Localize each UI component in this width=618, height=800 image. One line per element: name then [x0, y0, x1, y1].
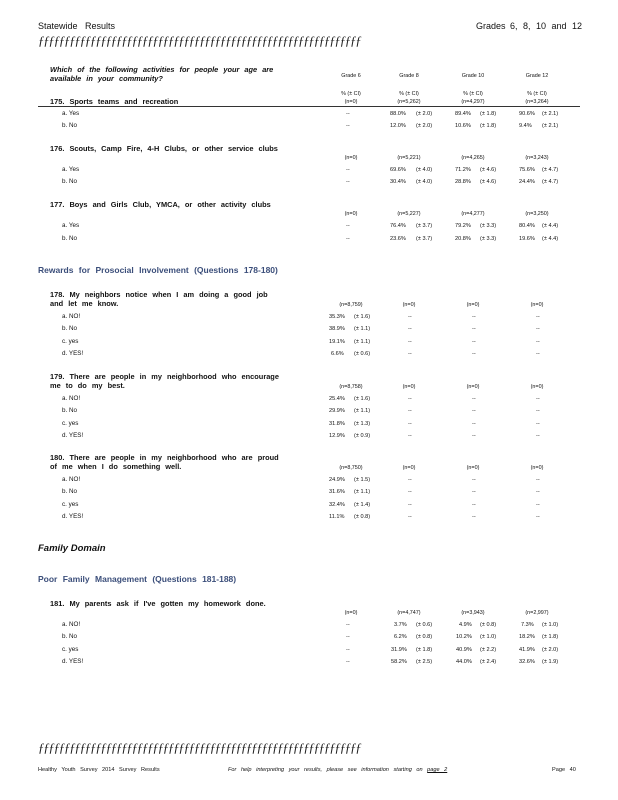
q179-row-c-label: c. yes	[62, 420, 79, 427]
q181-row-d-g12-ci: (± 1.9)	[542, 659, 559, 665]
pct-ci-label-12: % (± CI)	[527, 91, 547, 97]
q181-row-a-g10-ci: (± 0.8)	[480, 622, 497, 628]
q178-row-d-g6-ci: (± 0.6)	[354, 351, 371, 357]
footer-help-prefix: For help interpreting your results, please see information starting on	[228, 767, 423, 773]
q175-row-a-g8-ci: (± 2.0)	[416, 111, 433, 117]
q181-row-d-g8-pct: 58.2%	[391, 659, 407, 665]
pct-ci-label-6: % (± CI)	[341, 91, 361, 97]
q175-row-b-g12-pct: 9.4%	[519, 123, 532, 129]
q178-row-a-g12: --	[536, 314, 540, 320]
q180-row-c-g6-ci: (± 1.4)	[354, 502, 371, 508]
q180-row-a-g12: --	[536, 477, 540, 483]
q178-n-12: (n=0)	[530, 302, 544, 308]
grade-header-12: Grade 12	[525, 73, 549, 79]
q178-row-a-g10: --	[472, 314, 476, 320]
footer-help-text	[228, 767, 447, 773]
q181-n-10: (n=3,943)	[461, 610, 485, 616]
q181-row-a-g12-pct: 7.3%	[521, 622, 534, 628]
q180-title: 180. There are people in my neighborhood who are proud of me when I do something well.	[50, 453, 279, 471]
q181-n-12: (n=2,997)	[525, 610, 549, 616]
q181-row-a-g12-ci: (± 1.0)	[542, 622, 559, 628]
q179-n-12: (n=0)	[530, 384, 544, 390]
q179-row-c-g12: --	[536, 421, 540, 427]
q176-n-10: (n=4,265)	[461, 155, 485, 161]
section-family-management-title: Poor Family Management (Questions 181-188)	[38, 574, 237, 584]
q180-row-d-g8: --	[408, 514, 412, 520]
q175-n-12: (n=3,264)	[525, 99, 549, 105]
intro-question: Which of the following activities for people your age are available in your community?	[50, 65, 274, 83]
q179-row-c-g8: --	[408, 421, 412, 427]
q181-row-b-g12-pct: 18.2%	[519, 634, 535, 640]
q181-row-a-g8-ci: (± 0.6)	[416, 622, 433, 628]
q176-row-b-g12-pct: 24.4%	[519, 179, 535, 185]
q180-row-b-g6-pct: 31.6%	[329, 489, 345, 495]
q176-row-a-g8-ci: (± 4.0)	[416, 167, 433, 173]
q181-n-6: (n=0)	[344, 610, 358, 616]
q176-n-6: (n=0)	[344, 155, 358, 161]
q176-n-8: (n=5,221)	[397, 155, 421, 161]
q180-row-b-g8: --	[408, 489, 412, 495]
q179-row-d-g12: --	[536, 433, 540, 439]
q177-title: 177. Boys and Girls Club, YMCA, or other activity clubs	[50, 200, 271, 209]
q178-row-c-g6-ci: (± 1.1)	[354, 339, 371, 345]
q178-row-d-g10: --	[472, 351, 476, 357]
q177-row-a-g10-ci: (± 3.3)	[480, 223, 497, 229]
q176-row-b-g12-ci: (± 4.7)	[542, 179, 559, 185]
q178-n-8: (n=0)	[402, 302, 416, 308]
q179-row-b-label: b. No	[62, 407, 78, 414]
footer-survey-name: Healthy Youth Survey 2014 Survey Results	[38, 767, 160, 773]
q181-row-c-g6: --	[346, 647, 350, 653]
q175-n-6: (n=0)	[344, 99, 358, 105]
q178-row-a-g8: --	[408, 314, 412, 320]
q180-row-b-label: b. No	[62, 488, 78, 495]
footer-page-link[interactable]: page 2	[427, 767, 448, 773]
q180-row-c-label: c. yes	[62, 501, 79, 508]
q178-row-c-g10: --	[472, 339, 476, 345]
q179-row-d-g8: --	[408, 433, 412, 439]
q181-row-c-g8-ci: (± 1.8)	[416, 647, 433, 653]
q175-row-a-g10-ci: (± 1.8)	[480, 111, 497, 117]
q179-row-a-g6-ci: (± 1.6)	[354, 396, 371, 402]
q179-row-a-g12: --	[536, 396, 540, 402]
q175-n-8: (n=5,262)	[397, 99, 421, 105]
q181-row-c-g10-ci: (± 2.2)	[480, 647, 497, 653]
q177-n-6: (n=0)	[344, 211, 358, 217]
q181-row-a-label: a. NO!	[62, 621, 81, 628]
q181-row-a-g10-pct: 4.9%	[459, 622, 472, 628]
q178-row-b-g6-pct: 38.9%	[329, 326, 345, 332]
q177-row-b-g6: --	[346, 236, 350, 242]
q180-row-a-g6-pct: 24.9%	[329, 477, 345, 483]
q177-row-a-g8-pct: 76.4%	[390, 223, 406, 229]
q181-row-d-label: d. YES!	[62, 658, 84, 665]
q175-row-b-g6: --	[346, 123, 350, 129]
q179-row-b-g8: --	[408, 408, 412, 414]
q180-row-c-g8: --	[408, 502, 412, 508]
q178-row-c-g8: --	[408, 339, 412, 345]
q180-row-b-g12: --	[536, 489, 540, 495]
q177-row-a-g12-ci: (± 4.4)	[542, 223, 559, 229]
q178-row-d-g8: --	[408, 351, 412, 357]
q177-row-b-g12-ci: (± 4.4)	[542, 236, 559, 242]
q181-row-d-g10-pct: 44.0%	[456, 659, 472, 665]
q177-n-12: (n=3,250)	[525, 211, 549, 217]
q180-n-10: (n=0)	[466, 465, 480, 471]
q181-row-c-g12-pct: 41.9%	[519, 647, 535, 653]
q178-row-b-g12: --	[536, 326, 540, 332]
q179-row-a-g6-pct: 25.4%	[329, 396, 345, 402]
q181-row-a-g6: --	[346, 622, 350, 628]
q175-row-a-g10-pct: 89.4%	[455, 111, 471, 117]
q178-row-d-g6-pct: 6.6%	[331, 351, 344, 357]
grade-header-10: Grade 10	[461, 73, 485, 79]
q180-n-6: (n=8,750)	[339, 465, 363, 471]
q180-row-a-label: a. NO!	[62, 476, 81, 483]
family-domain-heading: Family Domain	[38, 543, 106, 554]
q181-row-c-g12-ci: (± 2.0)	[542, 647, 559, 653]
q180-row-d-g10: --	[472, 514, 476, 520]
footer-page-number: Page 40	[552, 767, 576, 773]
q178-row-b-g6-ci: (± 1.1)	[354, 326, 371, 332]
q178-n-10: (n=0)	[466, 302, 480, 308]
q176-row-a-g12-pct: 75.6%	[519, 167, 535, 173]
q176-row-b-g6: --	[346, 179, 350, 185]
q178-row-c-g12: --	[536, 339, 540, 345]
q181-row-b-label: b. No	[62, 633, 78, 640]
header-grades: Grades	[476, 21, 506, 31]
q178-row-a-g6-ci: (± 1.6)	[354, 314, 371, 320]
q181-row-b-g10-pct: 10.2%	[456, 634, 472, 640]
q175-row-b-g8-pct: 12.0%	[390, 123, 406, 129]
pct-ci-label-10: % (± CI)	[463, 91, 483, 97]
q177-row-b-g10-ci: (± 3.3)	[480, 236, 497, 242]
q176-row-a-g10-pct: 71.2%	[455, 167, 471, 173]
q180-row-a-g8: --	[408, 477, 412, 483]
q175-title: 175. Sports teams and recreation	[50, 97, 179, 106]
q180-row-a-g6-ci: (± 1.5)	[354, 477, 371, 483]
q177-row-b-g10-pct: 20.8%	[455, 236, 471, 242]
q178-row-d-g12: --	[536, 351, 540, 357]
q177-row-a-label: a. Yes	[62, 222, 80, 229]
q181-n-8: (n=4,747)	[397, 610, 421, 616]
q175-row-b-g12-ci: (± 2.1)	[542, 123, 559, 129]
q177-n-8: (n=5,227)	[397, 211, 421, 217]
q179-row-b-g6-pct: 29.9%	[329, 408, 345, 414]
footer-rule: ƒƒƒƒƒƒƒƒƒƒƒƒƒƒƒƒƒƒƒƒƒƒƒƒƒƒƒƒƒƒƒƒƒƒƒƒƒƒƒƒƒƒƒƒƒƒƒƒƒƒƒƒƒƒƒƒƒƒƒƒƒƒ	[38, 740, 361, 755]
q181-row-b-g8-ci: (± 0.8)	[416, 634, 433, 640]
q179-row-d-g6-pct: 12.9%	[329, 433, 345, 439]
q176-row-b-g8-pct: 30.4%	[390, 179, 406, 185]
q179-row-c-g6-ci: (± 1.3)	[354, 421, 371, 427]
q179-n-10: (n=0)	[466, 384, 480, 390]
q180-row-b-g10: --	[472, 489, 476, 495]
q179-row-b-g6-ci: (± 1.1)	[354, 408, 371, 414]
q181-row-b-g10-ci: (± 1.0)	[480, 634, 497, 640]
q179-row-b-g10: --	[472, 408, 476, 414]
header-statewide: Statewide	[38, 21, 78, 31]
q180-row-a-g10: --	[472, 477, 476, 483]
q175-row-a-g6: --	[346, 111, 350, 117]
q181-row-a-g8-pct: 3.7%	[394, 622, 407, 628]
q178-row-b-g8: --	[408, 326, 412, 332]
grade-header-8: Grade 8	[399, 73, 419, 79]
q176-row-a-g10-ci: (± 4.6)	[480, 167, 497, 173]
q180-n-12: (n=0)	[530, 465, 544, 471]
q177-row-b-label: b. No	[62, 235, 78, 242]
grade-header-6: Grade 6	[341, 73, 361, 79]
q179-row-a-g8: --	[408, 396, 412, 402]
q178-row-b-g10: --	[472, 326, 476, 332]
q180-row-c-g10: --	[472, 502, 476, 508]
q176-row-b-g8-ci: (± 4.0)	[416, 179, 433, 185]
q179-n-6: (n=8,758)	[339, 384, 363, 390]
q181-title: 181. My parents ask if I've gotten my homework done.	[50, 599, 266, 608]
q176-row-b-label: b. No	[62, 178, 78, 185]
q177-row-a-g10-pct: 79.2%	[455, 223, 471, 229]
q180-row-d-g12: --	[536, 514, 540, 520]
q179-row-d-label: d. YES!	[62, 432, 84, 439]
q178-row-d-label: d. YES!	[62, 350, 84, 357]
q175-row-b-g10-pct: 10.6%	[455, 123, 471, 129]
q178-row-c-label: c. yes	[62, 338, 79, 345]
q179-n-8: (n=0)	[402, 384, 416, 390]
q176-row-b-g10-ci: (± 4.6)	[480, 179, 497, 185]
q177-row-a-g8-ci: (± 3.7)	[416, 223, 433, 229]
section-rewards-title: Rewards for Prosocial Involvement (Questions 178-180)	[38, 265, 278, 275]
q179-row-c-g6-pct: 31.8%	[329, 421, 345, 427]
q180-row-d-label: d. YES!	[62, 513, 84, 520]
q181-row-d-g10-ci: (± 2.4)	[480, 659, 497, 665]
q181-row-c-g10-pct: 40.9%	[456, 647, 472, 653]
q177-row-b-g8-ci: (± 3.7)	[416, 236, 433, 242]
q177-row-b-g8-pct: 23.6%	[390, 236, 406, 242]
q175-row-a-g8-pct: 88.0%	[390, 111, 406, 117]
q178-row-c-g6-pct: 19.1%	[329, 339, 345, 345]
q181-row-c-label: c. yes	[62, 646, 79, 653]
q178-row-a-g6-pct: 35.3%	[329, 314, 345, 320]
q175-row-b-g10-ci: (± 1.8)	[480, 123, 497, 129]
q178-n-6: (n=8,759)	[339, 302, 363, 308]
q175-divider	[38, 106, 580, 107]
q176-row-b-g10-pct: 28.8%	[455, 179, 471, 185]
q175-row-a-label: a. Yes	[62, 110, 80, 117]
q180-row-b-g6-ci: (± 1.1)	[354, 489, 371, 495]
q176-n-12: (n=3,243)	[525, 155, 549, 161]
q181-row-d-g12-pct: 32.6%	[519, 659, 535, 665]
q175-row-b-g8-ci: (± 2.0)	[416, 123, 433, 129]
q175-n-10: (n=4,297)	[461, 99, 485, 105]
q181-row-c-g8-pct: 31.9%	[391, 647, 407, 653]
q176-row-a-g6: --	[346, 167, 350, 173]
q180-row-d-g6-ci: (± 0.8)	[354, 514, 371, 520]
q176-row-a-g8-pct: 69.6%	[390, 167, 406, 173]
q176-title: 176. Scouts, Camp Fire, 4-H Clubs, or other service clubs	[50, 144, 278, 153]
q180-row-d-g6-pct: 11.1%	[329, 514, 345, 520]
q179-row-a-label: a. NO!	[62, 395, 81, 402]
q177-row-a-g6: --	[346, 223, 350, 229]
q177-row-a-g12-pct: 80.4%	[519, 223, 535, 229]
q176-row-a-label: a. Yes	[62, 166, 80, 173]
q178-row-a-label: a. NO!	[62, 313, 81, 320]
header-results: Results	[85, 21, 116, 31]
q179-row-c-g10: --	[472, 421, 476, 427]
q181-row-d-g8-ci: (± 2.5)	[416, 659, 433, 665]
q179-row-d-g6-ci: (± 0.9)	[354, 433, 371, 439]
q181-row-b-g6: --	[346, 634, 350, 640]
q179-row-b-g12: --	[536, 408, 540, 414]
q180-row-c-g12: --	[536, 502, 540, 508]
q178-title: 178. My neighbors notice when I am doing a good job and let me know.	[50, 290, 268, 308]
q180-n-8: (n=0)	[402, 465, 416, 471]
header-rule: ƒƒƒƒƒƒƒƒƒƒƒƒƒƒƒƒƒƒƒƒƒƒƒƒƒƒƒƒƒƒƒƒƒƒƒƒƒƒƒƒƒƒƒƒƒƒƒƒƒƒƒƒƒƒƒƒƒƒƒƒƒƒ	[38, 33, 361, 48]
q179-row-d-g10: --	[472, 433, 476, 439]
q177-n-10: (n=4,277)	[461, 211, 485, 217]
q180-row-c-g6-pct: 32.4%	[329, 502, 345, 508]
q176-row-a-g12-ci: (± 4.7)	[542, 167, 559, 173]
q181-row-b-g12-ci: (± 1.8)	[542, 634, 559, 640]
q179-row-a-g10: --	[472, 396, 476, 402]
q175-row-a-g12-pct: 90.6%	[519, 111, 535, 117]
header-grade-list: 6, 8, 10 and 12	[510, 21, 583, 31]
q179-title: 179. There are people in my neighborhood who encourage me to do my best.	[50, 372, 279, 390]
pct-ci-label-8: % (± CI)	[399, 91, 419, 97]
q181-row-b-g8-pct: 6.2%	[394, 634, 407, 640]
q175-row-b-label: b. No	[62, 122, 78, 129]
q178-row-b-label: b. No	[62, 325, 78, 332]
q175-row-a-g12-ci: (± 2.1)	[542, 111, 559, 117]
q181-row-d-g6: --	[346, 659, 350, 665]
q177-row-b-g12-pct: 19.6%	[519, 236, 535, 242]
